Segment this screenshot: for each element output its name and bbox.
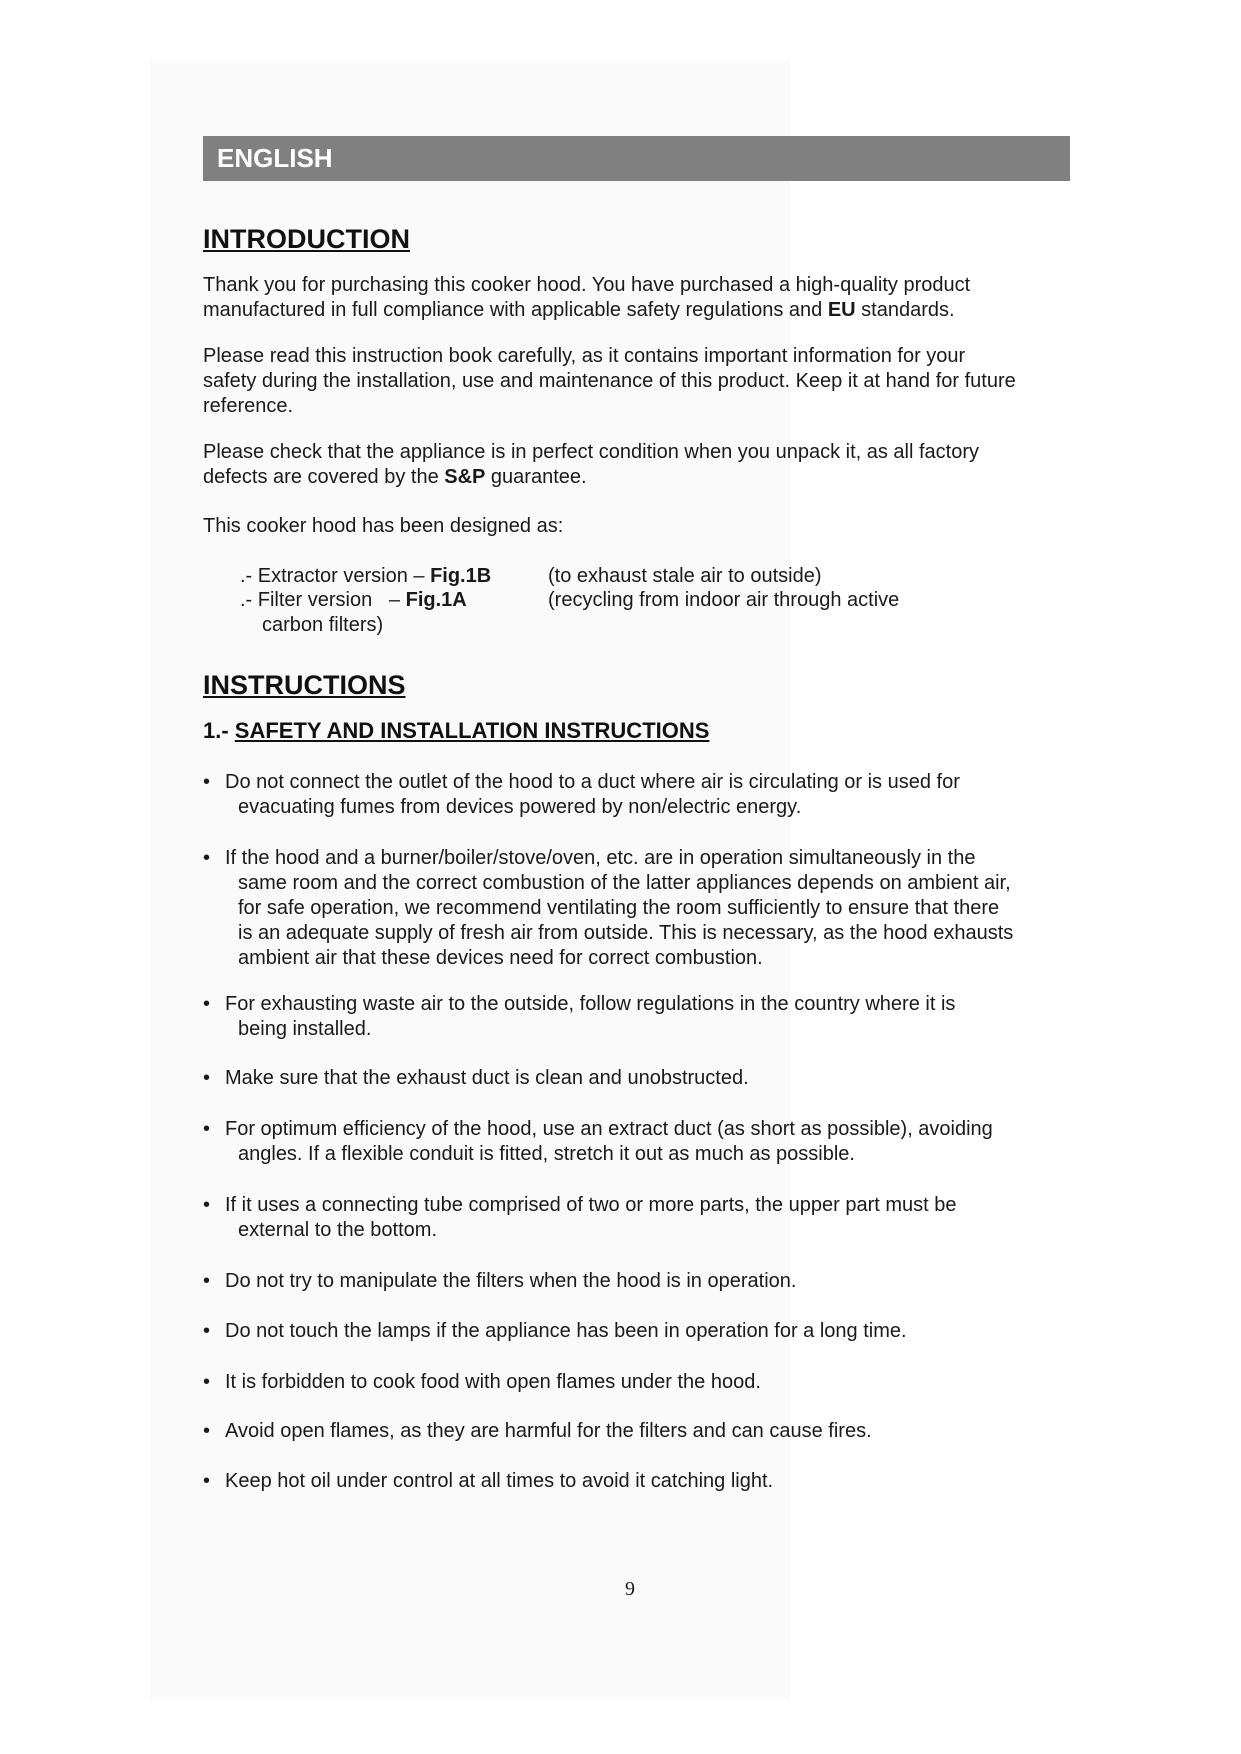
sp-bold: S&P (444, 466, 486, 488)
bullet-dot-icon: • (203, 1118, 211, 1140)
bullet-dot-icon: • (203, 1194, 211, 1216)
section-1-heading (203, 718, 709, 744)
bullet-3-line1: For exhausting waste air to the outside, follow regulations in the country where it is (225, 993, 956, 1015)
bullet-11-line1: Keep hot oil under control at all times to avoid it catching light. (225, 1470, 774, 1492)
bullet-8-line1: Do not touch the lamps if the appliance has been in operation for a long time. (225, 1320, 907, 1342)
filter-version-desc-cont: carbon filters) (262, 614, 384, 636)
extractor-fig-ref: Fig.1B (430, 565, 492, 587)
page-number: 9 (625, 1578, 635, 1600)
bullet-item (203, 770, 1103, 820)
bullet-item (203, 992, 1103, 1042)
intro-paragraph-2 (203, 344, 1083, 419)
intro-p3-line2 (203, 465, 1083, 490)
filter-fig-ref: Fig.1A (405, 589, 467, 611)
bullet-5-line2: angles. If a flexible conduit is fitted, stretch it out as much as possible. (238, 1143, 855, 1165)
bullet-7-line1: Do not try to manipulate the filters when the hood is in operation. (225, 1270, 797, 1292)
bullet-item (203, 1469, 1103, 1494)
bullet-item (203, 1117, 1103, 1167)
filter-version-label (240, 588, 467, 613)
bullet-2-line1: If the hood and a burner/boiler/stove/oven, etc. are in operation simultaneously in the (225, 847, 976, 869)
bullet-4-line1: Make sure that the exhaust duct is clean and unobstructed. (225, 1067, 749, 1089)
bullet-1-line2: evacuating fumes from devices powered by non/electric energy. (238, 796, 802, 818)
introduction-heading: INTRODUCTION (203, 224, 410, 254)
intro-p3-line2-text: defects are covered by the (203, 466, 445, 488)
intro-p1-line2-text: manufactured in full compliance with applicable safety regulations and (203, 299, 828, 321)
bullet-dot-icon: • (203, 1320, 211, 1342)
bullet-item (203, 846, 1103, 971)
bullet-item (203, 1319, 1103, 1344)
bullet-item (203, 1193, 1103, 1243)
bullet-dot-icon: • (203, 1067, 211, 1089)
intro-p1-line2 (203, 298, 1083, 323)
filter-version-text: .- Filter version – (240, 589, 406, 611)
intro-paragraph-3 (203, 440, 1083, 490)
intro-p1-line1: Thank you for purchasing this cooker hood. You have purchased a high-quality product (203, 274, 971, 296)
intro-p2-line2: safety during the installation, use and maintenance of this product. Keep it at hand for future (203, 370, 1016, 392)
intro-paragraph-1 (203, 273, 1083, 323)
extractor-version-label (240, 564, 491, 589)
section-1-number: 1.- (203, 718, 235, 743)
bullet-dot-icon: • (203, 1371, 211, 1393)
bullet-dot-icon: • (203, 847, 211, 869)
bullet-10-line1: Avoid open flames, as they are harmful for the filters and can cause fires. (225, 1420, 872, 1442)
extractor-version-text: .- Extractor version – (240, 565, 431, 587)
section-1-title: SAFETY AND INSTALLATION INSTRUCTIONS (234, 718, 710, 743)
bullet-1-line1: Do not connect the outlet of the hood to a duct where air is circulating or is used for (225, 771, 960, 793)
bullet-item (203, 1370, 1103, 1395)
intro-p3-line2-end: guarantee. (485, 466, 587, 488)
bullet-2-line2: same room and the correct combustion of the latter appliances depends on ambient air, (238, 872, 1011, 894)
bullet-3-line2: being installed. (238, 1018, 372, 1040)
instructions-heading: INSTRUCTIONS (203, 670, 406, 700)
intro-p3-line1: Please check that the appliance is in perfect condition when you unpack it, as all factory (203, 441, 980, 463)
bullet-6-line2: external to the bottom. (238, 1219, 438, 1241)
bullet-9-line1: It is forbidden to cook food with open flames under the hood. (225, 1371, 761, 1393)
bullet-dot-icon: • (203, 1470, 211, 1492)
language-banner: ENGLISH (203, 136, 1070, 181)
extractor-version-desc: (to exhaust stale air to outside) (548, 565, 822, 587)
filter-version-desc: (recycling from indoor air through active (548, 589, 900, 611)
intro-p1-line2-end: standards. (855, 299, 955, 321)
bullet-5-line1: For optimum efficiency of the hood, use an extract duct (as short as possible), avoiding (225, 1118, 993, 1140)
eu-bold: EU (827, 299, 856, 321)
bullet-dot-icon: • (203, 1420, 211, 1442)
bullet-dot-icon: • (203, 993, 211, 1015)
bullet-2-line3: for safe operation, we recommend ventilating the room sufficiently to ensure that there (238, 897, 1000, 919)
bullet-item (203, 1419, 1103, 1444)
intro-paragraph-4: This cooker hood has been designed as: (203, 515, 564, 537)
bullet-6-line1: If it uses a connecting tube comprised of two or more parts, the upper part must be (225, 1194, 957, 1216)
bullet-item (203, 1066, 1103, 1091)
intro-p2-line3: reference. (203, 395, 294, 417)
bullet-item (203, 1269, 1103, 1294)
intro-p2-line1: Please read this instruction book carefully, as it contains important information for your (203, 345, 966, 367)
bullet-dot-icon: • (203, 771, 211, 793)
bullet-dot-icon: • (203, 1270, 211, 1292)
bullet-2-line4: is an adequate supply of fresh air from outside. This is necessary, as the hood exhausts (238, 922, 1014, 944)
bullet-2-line5: ambient air that these devices need for correct combustion. (238, 947, 763, 969)
